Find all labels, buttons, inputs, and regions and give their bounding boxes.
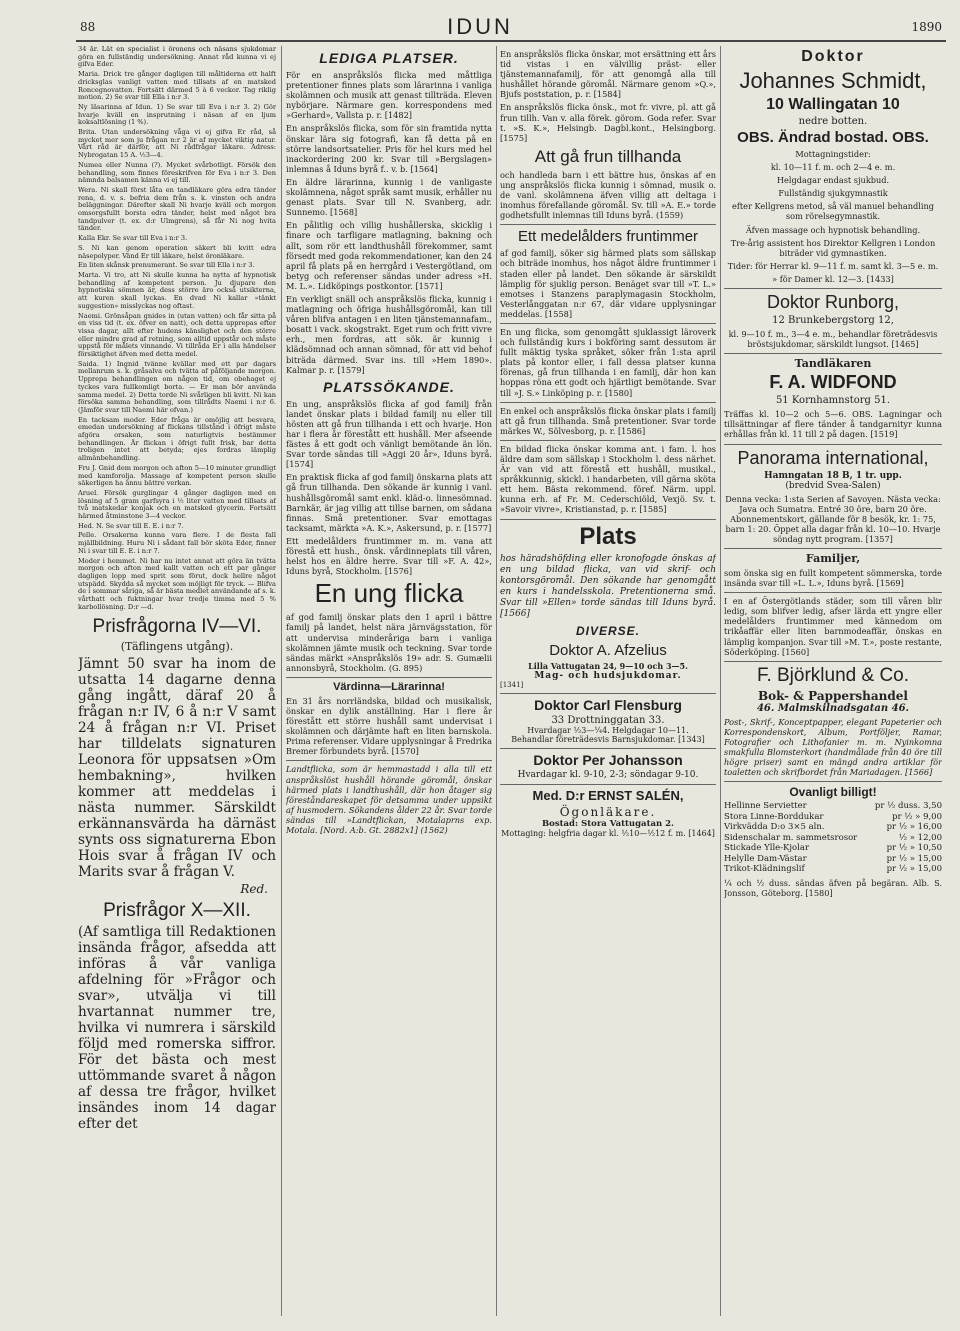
job-seeker-ads [286, 399, 492, 577]
detail-line: Fullständig sjukgymnastik [778, 188, 888, 199]
price-item: Helylle Dam-Västar [724, 853, 807, 864]
price-row [724, 854, 942, 865]
ad-divider [724, 781, 942, 782]
detail-line: Mottagningstider: [795, 149, 871, 159]
doctor-johansson-hours: Hvardagar kl. 9-10, 2-3; söndagar 9-10. [517, 769, 699, 780]
ad-title-vardinna: Värdinna—Lärarinna! [333, 680, 445, 693]
answer-paragraph: Brita. Utan undersökning våga vi ej gifva Er råd, så mycket mer som ju frågan n:r 2 är af mycket viktig natur. Vårt råd är därför, att Ni rådfrågar läkare. Adress: Nybrogatan 15 A. ½3—4. [78, 128, 276, 160]
column-divider [720, 46, 721, 1316]
section-vacancies: LEDIGA PLATSER. [319, 50, 459, 66]
answer-paragraph: Ny läsarinna af Idun. 1) Se svar till Eva i n:r 3. 2) Gör hvarje kväll en insprutning i näsan af en ljum koksaltlösning (1 %). [78, 102, 276, 127]
price-value: pr ½ » 15,00 [886, 853, 942, 864]
vacancy-ad: En pålitlig och villig hushållerska, skicklig i finare och tarfligare matlagning, bakning och allt, som rör ett landthushåll förekommer, samt försedt med goda rekommendationer, kan den 24 april få plats på en herrgård i Vestergötland, om betyg och referenser sändas under adress »H. M. L.». Lidköpings postkontor. [1571] [286, 220, 492, 291]
answer-paragraph: Aruel. Försök gurglingar 4 gånger dagligen med en lösning af 5 gram garfsyra i ½ liter vatten med tillsats af två matskedar konjak och en matsked glycerin. Fortsätt härmed åtminstone 3—4 veckor. [78, 488, 276, 521]
price-item: Trikot-Klädningslif [724, 864, 805, 875]
job-seeker-ad: En praktisk flicka af god familj önskarna plats att gå frun tillhanda. Den sökande är kunnig i vanl. hushållsgöromål samt enkl. kläd-o. linnesömnad. Barnkär, är jag villig att tillse barnen, om sådana finnas. Små pretentioner. Svar emottagas tacksamt, märkta »A. K.», Askersund, p. r. [1577] [286, 472, 492, 533]
ad-divider [500, 784, 716, 785]
detail-line: » för Damer kl. 12—3. [1433] [772, 273, 894, 284]
detail-line: Äfven massage och hypnotisk behandling. [745, 224, 921, 235]
dentist-widfond: F. A. WIDFOND [769, 372, 897, 393]
page-number: 88 [80, 20, 96, 34]
answer-paragraph: Fru J. Gnid dem morgon och afton 5—10 minuter grundligt med kamforolja. Massage af kompetent person skulle säkerligen ha ännu bättre verkan. [78, 463, 276, 488]
doctor-schmidt-notice: OBS. Ändrad bostad. OBS. [737, 129, 929, 146]
prize-questions-body: (Af samtliga till Redaktionen insända frågor, afsedda att införas å vår vanliga afdelning för »Frågor och svar», utvälja vi till hvartannat nummer tre, hvilka vi numrera i särskild följd med romerska siffror. För det bästa och mest uttömmande svaret å någon af dessa tre frågor, hvilket insändes inom 14 dagar efter det [78, 923, 276, 1132]
detail-line: Tre-årig assistent hos Direktor Kellgren i London biträder vid gymnastiken. [730, 237, 936, 258]
ad-body-landtflicka: Landtflicka, som är hemmastadd i alla till ett anspråkslöst hushåll hörande göromål, önskar härmed plats i landthushåll, där hon åtager sig föreståndareskapet för detsamma under uppsikt af husmodern. Sökandens ålder 22 år. Svar torde sändas till »Landtflickan, Motalaprns exp. Motala. [Nord. A:b. Gt. 2882x1] (1562) [286, 764, 492, 835]
doctor-salen-address: Bostad: Stora Vattugatan 2. [541, 818, 675, 829]
detail-line: kl. 10—11 f. m. och 2—4 e. m. [770, 162, 896, 173]
detail-line: Tider: för Herrar kl. 9—11 f. m. samt kl. 3—5 e. m. [727, 260, 939, 271]
familjer-title: Familjer, [805, 551, 861, 565]
answer-paragraph: Saida. 1) Ingnid tvänne kvällar med ett par dagars mellanrum s. k. gråsalva och tvätta af påföljande morgon. Upprepa behandlingen om någon tid, om obehaget ej tyckes vara fullkomligt borta. — Er man bör använda samma medel. 2) Detta torde Ni svårligen bli kvitt. Ni kan försöka samma behandling, som tillrådts Naemi i n:r 6. (Jämför svar till Naemi här ofvan.) [78, 359, 276, 414]
answer-paragraph: S. Ni kan genom operation säkert bli kvitt edra näsepolyper. Vänd Er till läkare, helst öronläkare. [78, 243, 276, 260]
price-row [724, 843, 942, 854]
ad-divider [724, 444, 942, 445]
answer-paragraph: Naemi. Grönsåpan gnides in (utan vatten) och får sitta på en viss tid (t. ex. öfver en natt), och detta upprepas efter vissa dagar, allt efter hudens känslighet och den större eller mindre grad af retning, som alltid uppstår och måste uppstå för målets vinnande. Vi tillråda Er i alla händelser försiktighet äfven med detta medel. [78, 311, 276, 359]
bjorklund-sub: Bok- & Pappershandel [758, 688, 908, 703]
prize-results-heading: Prisfrågorna IV—VI. [92, 615, 262, 637]
doctor-flensburg: Doktor Carl Flensburg [534, 696, 682, 713]
dentist-body: Träffas kl. 10—2 och 5—6. OBS. Lagningar och tillsättningar af flere tänder å tandgarnityr kunna erhållas från kl. 11 till 2 på dagen. [1519] [724, 409, 942, 440]
price-item: Stickade Ylle-Kjolar [724, 843, 810, 854]
seeker-ad: En anspråkslös flicka önsk., mot fr. vivre, pl. att gå frun tillh. Van v. alla förek. görom. Goda refer. Svar t. »S. K.», Helsingb. Dagbl.kont., Helsingborg. [1575] [500, 102, 716, 143]
ad-divider [500, 323, 716, 324]
doctor-afzelius-specialty: Mag- och hudsjukdomar. [534, 670, 682, 681]
price-value: ½ » 12,00 [898, 832, 942, 843]
header-rule [76, 40, 946, 42]
doctor-johansson: Doktor Per Johansson [533, 751, 683, 768]
answer-paragraph: 34 år. Låt en specialist i öronens och näsans sjukdomar göra en fullständig undersökning. Annat råd kunna vi ej gifva Eder. [78, 46, 276, 69]
seeker-ads-top [500, 49, 716, 143]
ad-body-ung-flicka: af god familj önskar plats den 1 april i bättre familj på landet, helst nära järnvägsstation, för att undervisa minderåriga barn i vanliga skolämnen jämte musik och teckning. Svar torde sändas märkt »Anspråkslös 19» adr. S. Gumælii annonsbyrå, Stockholm. (G. 895) [286, 612, 492, 673]
vacancy-ad: En äldre lärarinna, kunnig i de vanligaste skolämnena, något språk samt musik, erhåller nu genast plats. Svar till N. Svanberg, adr. Sunnemo. [1568] [286, 176, 492, 218]
ad-divider [724, 592, 942, 593]
price-row [724, 833, 942, 844]
seeker-ad: En anspråkslös flicka önskar, mot ersättning ett års tid vistas i en välvillig präst- eller tjänstemannafamilj, för att genomgå alla till hushållet hörande göromål. Närmare genom »Q.», Bjufs poststation, p. r. [1584] [500, 49, 716, 100]
answer-paragraph: En liten skånsk prenumerant. Se svar till Ella i n:r 3. [78, 261, 255, 270]
doctor-flensburg-hours: Hvardagar ½3—¼4. Helgdagar 10—11. [527, 725, 689, 735]
ad-divider [286, 760, 492, 761]
column-1 [78, 46, 276, 1326]
detail-line: efter Kellgrens metod, så väl manuel behandling som rörelsegymnastik. [731, 201, 935, 222]
ad-divider [500, 519, 716, 520]
doctor-schmidt-address: 10 Wallingatan 10 [766, 96, 900, 113]
doctor-salen: Med. D:r ERNST SALÉN, [532, 787, 684, 803]
job-seeker-ad: En ung, anspråkslös flicka af god familj från landet önskar plats i bildad familj nu eller till hösten att gå frun tillhanda i ett och hvarje. Hon har i flera år förestått ett hushåll. Mer afseende fästes å ett godt och vänligt bemötande än lön. Svar torde sändas till »Aggi 20 år», Iduns byrå. [1574] [286, 398, 492, 470]
panorama-body: Denna vecka: 1:sta Serien af Savoyen. Nästa vecka: Java och Sumatra. Entré 30 öre, barn 20 öre. Abonnementskort, gällande för 8 besök, kr. 1: 75, barn 1: 20. Öppet alla dagar från kl. 10—10. Hvarje söndag nytt program. [1357] [725, 493, 941, 544]
answer-paragraph: Wera. Ni skall först låta en tandläkare göra edra tänder rena, d. v. s. befria dem från s. k. vinsten och andra beläggningar. Därefter skall Ni hvarje kväll och morgon omsorgsfullt borsta edra tänder, helst med något bra tandpulver (t. ex. d:r Ulmgrens), så får Ni nog hvita tänder. [78, 185, 276, 233]
vacancy-ad: En anspråkslös flicka, som för sin framtida nytta önskar lära sig fotografi, kan få detta på en större landsortsatelier. Pris för hel kurs med hel inackordering 200 kr. Svar till »Bergslagen» inlemnas å Iduns byrå f.. v. b. [1564] [286, 123, 492, 174]
section-job-seekers: PLATSSÖKANDE. [323, 378, 455, 395]
section-diverse: DIVERSE. [575, 623, 640, 638]
price-value: pr ½ » 10,50 [886, 843, 942, 854]
doctor-runborg-address: 12 Brunkebergstorg 12, [772, 315, 894, 327]
price-row [724, 822, 942, 833]
editor-signature: Red. [240, 881, 268, 896]
price-row [724, 812, 942, 823]
doctor-schmidt-floor: nedre botten. [798, 116, 868, 127]
panorama-address: Hamngatan 18 B, 1 tr. upp. [764, 470, 902, 481]
price-value: pr ½ » 15,00 [886, 864, 942, 875]
doctor-flensburg-address: 33 Drottninggatan 33. [551, 714, 665, 726]
ad-divider [724, 288, 942, 289]
column-3 [500, 46, 716, 1326]
masthead-title: IDUN [447, 14, 513, 39]
dentist-address: 51 Kornhamnstorg 51. [775, 395, 891, 407]
job-seeker-ad: Ett medelålders fruntimmer m. m. vana att förestå ett hush., önsk. vårdinneplats till våren, helst hos en äldre herre. Svar till »F. A. 42», Iduns byrå, Stockholm. [1576] [286, 535, 492, 577]
ad-divider [500, 402, 716, 403]
prize-questions-heading: Prisfrågor X—XII. [103, 899, 251, 921]
familjer-body: som önska sig en fullt kompetent sömmerska, torde insända svar till »L. L.», Iduns byrå. [1569] [724, 567, 942, 589]
ad-enkel-flicka: En enkel och anspråkslös flicka önskar plats i familj att gå frun tillhanda. Små pretentioner. Svar torde märkes W., Sölvesborg, p. r. [1586] [500, 405, 716, 436]
ad-divider [286, 677, 492, 678]
prize-results-subheading: (Täflingens utgång). [120, 639, 234, 653]
detail-line: Helgdagar endast sjukbud. [776, 175, 890, 186]
column-4 [724, 46, 942, 1326]
page-header [0, 0, 960, 42]
ad-body-plats: hos häradshöfding eller kronofogde önskas af en ung bildad flicka, van vid skrif- och kontorsgöromål. Den sökande har genomgått en kurs i handelsskola. Pretentionerna små. Svar till »Ellen» torde sändas till Iduns byrå. [1566] [500, 553, 716, 619]
price-value: pr ½ » 16,00 [886, 822, 942, 833]
price-row [724, 864, 942, 875]
year-label: 1890 [911, 20, 942, 34]
column-divider [281, 46, 282, 1316]
answer-paragraph: Kalla Ekr. Se svar till Eva i n:r 3. [78, 234, 188, 243]
answer-paragraph: En tacksam moder. Eder fråga är omöjlig att besvara, emedan undersökning af flickans tillstånd i öfrigt måste afgöra orsaken, som naturligtvis bestämmer behandlingen. Är flickan i öfrigt fullt frisk, bar detta troligen intet att betyda; ejes fordras lämplig allmänbehandling. [78, 415, 276, 463]
medical-answers [78, 46, 276, 612]
doctor-afzelius-address: Lilla Vattugatan 24, 9—10 och 3—5. [528, 660, 688, 671]
column-2 [286, 46, 492, 1326]
vacancy-ad: För en anspråkslös flicka med måttliga pretentioner finnes plats som lärarinna i vanliga skolämnen och musik att genast tillträda. Eleven nybörjare. Närmare gen. korrespondens med »Gerhard», Vallsta p. r. [1482] [286, 70, 492, 121]
ad-bildad-flicka: En bildad flicka önskar komma ant. i fam. l. hos äldre dam som sällskap i Stockholm l. dess närhet. Är van vid att förestå ett hushåll, musikal., språkkunnig, skickl. i handarbeten, vill gärna sköta ett hem. Bästa rekommend. föref. Närm. uppl. kunna erh. af Fr. M. Cederschiöld, Vexjö. Sv. t. »Savoir vivre», Kristianstad, p. r. [1585] [500, 443, 716, 515]
price-item: Stora Linne-Borddukar [724, 811, 824, 822]
column-divider [496, 46, 497, 1316]
ad-divider [724, 353, 942, 354]
doctor-schmidt: Johannes Schmidt, [739, 68, 927, 93]
answer-paragraph: Maria. Drick tre gånger dagligen till måltiderna ett halft dricksglas vanligt vatten med tillsats af en matsked Roncegnovatten. Fortsätt därmed 5 à 6 veckor. Tag riklig motion. 2) Se svar till Ella i n:r 3. [78, 70, 276, 102]
doctor-runborg-body: kl. 9—10 f. m., 3—4 e. m., behandlar företrädesvis bröstsjukdomar, särskildt lungsot. [1465] [728, 329, 938, 350]
prize-results-body: Jämnt 50 svar ha inom de utsatta 14 dagarne denna gång ingått, däraf 20 å frågan n:r IV, 6 å n:r V samt 24 å frågan n:r VI. Priset har tilldelats signaturen Leonora för uppsatsen »Om hembakning», hvilken kommer att meddelas i nästa nummer. Särskildt erkännansvärda ha därnäst synts oss signaturerna Ebon Hois svar å frågan IV och Marits svar å frågan V. [78, 655, 276, 880]
ad-body-frun-tillhanda: och handleda barn i ett bättre hus, önskas af en ung anspråkslös flicka kunnig i sömnad, musik o. de vanl. skolämnena äfven villig att deltaga i inomhus förefallande göromål. Sv. till »A. E.» torde godhetsfullt inlemnas till Iduns byrå. (1559) [500, 169, 716, 221]
answer-paragraph: Numea eller Nunna (?). Mycket svårbotligt. Försök den behandling, som finnes föreskrifven för Eva i n:r 3. Den nämnda balsamen känna vi ej till. [78, 160, 276, 185]
price-item: Hellinne Servietter [724, 801, 807, 812]
billigt-title: Ovanligt billigt! [789, 785, 877, 800]
panorama-title: Panorama international, [737, 447, 929, 468]
billigt-footer: ¼ och ½ duss. sändas äfven på begäran. Alb. S. Jonsson, Göteborg. [1580] [724, 877, 942, 898]
ad-divider [500, 693, 716, 694]
panorama-sub: (bredvid Svea-Salen) [785, 480, 881, 491]
doctor-schmidt-details [724, 149, 942, 284]
price-value: pr ½ » 9,00 [892, 811, 942, 822]
ad-title-plats: Plats [579, 522, 637, 550]
price-value: pr ½ duss. 3,50 [874, 801, 942, 812]
ad-divider [500, 748, 716, 749]
ad-divider [724, 661, 942, 662]
answer-paragraph: Hed. N. Se svar till E. E. i n:r 7. [78, 521, 184, 530]
doctor-salen-title: Ögonläkare. [559, 804, 657, 819]
bjorklund-address: 46. Malmskilnadsgatan 46. [756, 702, 910, 714]
ostergotland-ad: I en af Östergötlands städer, som till våren blir ledig, som blifver ledig, afser lärda ett yngre eller medelålders fruntimmer med kännedom om trikåaffär eller liten barnmodeaffär, önskas en lämplig kompanjon. Svar till »M. T.», poste restante, Söderköping. [1560] [724, 596, 942, 657]
ad-title-ung-flicka: En ung flicka [314, 578, 464, 609]
answer-paragraph: Moder i hemmet. Ni har nu intet annat att göra än tvätta morgon och afton med kallt vatten och ett par gånger dagligen lopp med sprit som förut, dock hellre något utspädd. Skydda så mycket som möjligt för tryck. — Blifva de i sommar sårigа, så är bästa medlet användande af s. k. vårthatt och fuktningar hvar tredje timma med 5 % karbollösning. D:r —d. [78, 556, 276, 611]
ad-title-medelalders: Ett medelålders fruntimmer [517, 228, 699, 246]
ad-ung-flicka-bokforing: En ung flicka, som genomgått sjuklassigt läroverk och fullständig kurs i bokföring samt dessutom är fullt mäktig tyska språket, söker från 1:sta april plats på kontor eller, i fall dessa platser kunna förenas, gå frun tillhanda i en familj, där hon kan hoppas röna ett godt och hjärtligt bemötande. Svar till »J. S.» Linköping p. r. [1580] [500, 326, 716, 398]
ad-body-vardinna: En 31 års norrländska, bildad och musikalisk, önskar en dylik anställning. Har i flere år förestått ett större hushåll samt undervisat i skolämnen och därjämte haft en liten barnskola. Prima referenser. Vidare upplysningar å Fredrika Bremer förbundets byrå. [1570] [286, 695, 492, 757]
vacancy-ads [286, 70, 492, 375]
ad-title-frun-tillhanda: Att gå frun tillhanda [534, 146, 682, 166]
price-row [724, 801, 942, 812]
ad-divider [724, 548, 942, 549]
price-item: Virkvädda D:o 3×5 aln. [724, 822, 825, 833]
ad-divider [500, 224, 716, 225]
ad-code: [1341] [500, 680, 524, 689]
ad-doktor-label: Doktor [801, 48, 865, 65]
doctor-salen-hours: Mottaging: helgfria dagar kl. ½10—½12 f. m. [1464] [501, 828, 715, 838]
ad-body-medelalders: af god familj, söker sig härmed plats som sällskap och biträde inomhus, hos något äldre fruntimmer i staden eller på landet. Den sökande är särskildt lämplig för sjuklig person. Benäget svar till »T. L.» emotses i Stanzens paraplymagasin Stockholm, Vesterlånggatan n:r 67, där vidare upplysningar meddelas. [1558] [500, 248, 716, 319]
doctor-flensburg-specialty: Behandlar företrädesvis Barnsjukdomar. [1343] [511, 734, 705, 744]
doctor-runborg: Doktor Runborg, [766, 292, 900, 313]
dentist-label: Tandläkaren [794, 357, 872, 371]
price-list [724, 801, 942, 875]
answer-paragraph: Marta. Vi tro, att Ni skulle kunna ha nytta af hypnotisk behandling af kompetent person. Ju djupare den hypnotiska sömnen är, dess större äro också utsikterna, att kuren skall lyckas. En dvad Ni kallar »tänkt suggestion» misslyckas nog oftast. [78, 270, 276, 310]
vacancy-ad: En verkligt snäll och anspråkslös flicka, kunnig i matlagning och öfriga hushållsgöromål, kan till våren blifva antagen i en liten tjänstemannafam., bosatt i vack. skogstrakt. Eget rum och fritt vivre erh., men fordras, att sök. är kunnig i klädsömnad och annan sömnad, för att vid behof biträda därmed. Svar ins. till »Hem 1890». Kalmar p. r. [1579] [286, 293, 492, 375]
answer-paragraph: Pelle. Orsakerna kunna vara flere. I de flesta fall mjällbildning. Huru Ni i sådant fall bör sköta Eder, finner Ni i svar till E. E. i n:r 7. [78, 531, 276, 555]
bjorklund-title: F. Björklund & Co. [756, 664, 910, 686]
bjorklund-body: Post-, Skrif-, Konceptpapper, elegant Papeterier och Korrespondenskort, Album, Portföljer, Ramar, Fotografier och Lithofanier m. m. Nyinkomna smakfulla Blomsterkort (handmålade från 40 öre till högre priser) samt en mängd andra artiklar för toaletten och skrifbordet från Mariadagen. [1566] [724, 716, 942, 778]
ad-divider [500, 440, 716, 441]
doctor-afzelius: Doktor A. Afzelius [549, 641, 667, 659]
price-item: Sidenschalar m. sammetsrosor [724, 832, 858, 843]
